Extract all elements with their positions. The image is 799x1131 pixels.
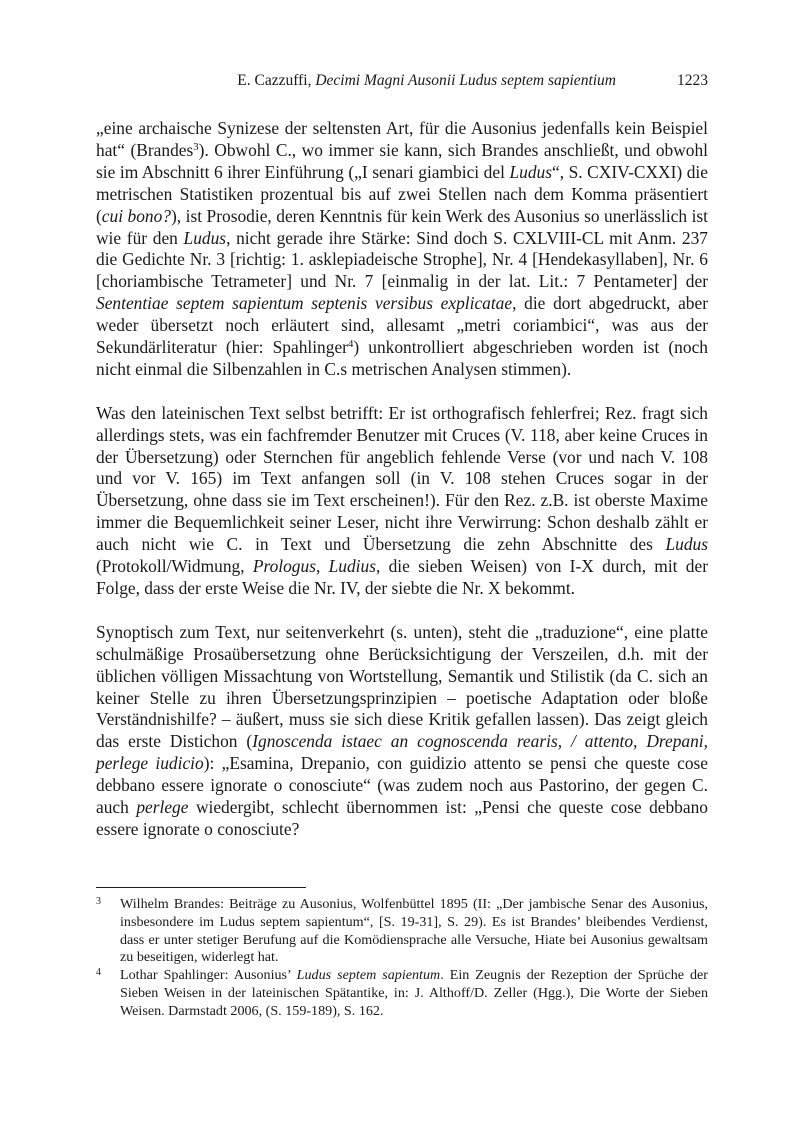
footnote-ref: 4 — [347, 338, 354, 351]
footnote-number: 3 — [96, 896, 101, 907]
italic-run: perlege — [136, 797, 189, 818]
italic-run: Ludus septem sapientum — [296, 967, 441, 984]
footnote-separator — [96, 887, 306, 888]
text-run: Lothar Spahlinger: Ausonius’ — [120, 967, 297, 984]
paragraph — [96, 403, 708, 600]
footnote-4 — [96, 967, 708, 1020]
italic-run: Ludus — [183, 227, 227, 248]
italic-run: Ludius — [328, 556, 376, 577]
text-run: „eine archaische Synizese der seltensten Art, für die Ausonius jedenfalls kein Beispiel hat“ (Brandes — [96, 118, 708, 160]
footnote-3 — [96, 896, 708, 967]
text-run: (Protokoll/Widmung, — [96, 556, 253, 577]
text-run: ), ist Prosodie, deren Kenntnis für kein Werk des Ausonius so unerlässlich ist wie für den — [96, 205, 709, 248]
italic-run: cui bono? — [101, 205, 172, 226]
footnote-text — [120, 896, 708, 965]
italic-run: Ludus — [509, 161, 552, 182]
text-run: Synoptisch zum Text, nur seitenverkehrt (s. unten), steht die „traduzione“, eine platte schulmäßige Prosaübersetzung ohne Berücksichtigung der Verszeilen, d.h. mit der üblichen völligen Missachtung von Wortstellung, Semantik und Stilistik (da C. sich an keiner Stelle zu ihren Übersetzungsprinzipien – poetische Adaptation oder bloße Verständnishilfe? – äußert, muss sie sich diese Kritik gefallen lassen). Das zeigt gleich das erste Distichon ( — [96, 621, 708, 752]
running-title: Decimi Magni Ausonii Ludus septem sapientium — [315, 72, 616, 89]
paragraph — [96, 622, 708, 841]
italic-run: Sententiae septem sapientum septenis versibus explicatae — [96, 293, 513, 314]
running-header — [96, 70, 708, 92]
text-run: , — [315, 556, 329, 577]
text-run: , die dort abgedruckt, aber weder übersetzt noch erläutert sind, allesamt „metri coriambici“, was aus der Sekundärliteratur (hier: Spahlinger — [96, 293, 708, 358]
text-run: ). Obwohl C., wo immer sie kann, sich Brandes anschließt, und obwohl sie im Abschnitt 6 ihrer Einführung („I senari giambici del — [96, 139, 708, 182]
running-title-line — [237, 70, 616, 92]
italic-run: Ignoscenda istaec an cognoscenda rearis, / attento, Drepani, perlege iudicio — [96, 731, 708, 774]
text-run: , nicht gerade ihre Stärke: Sind doch S. CXLVIII-CL mit Anm. 237 die Gedichte Nr. 3 [richtig: 1. asklepiadeische Strophe], Nr. 4 [Hendekasyllaben], Nr. 6 [choriambische Tetrameter] und Nr. 7 [einmalig in der lat. Lit.: 7 Pentameter] der — [96, 227, 708, 292]
footnotes — [96, 896, 708, 1021]
italic-run: Prologus — [252, 556, 316, 577]
text-run: , die sieben Weisen) von I-X durch, mit der Folge, dass der erste Weise die Nr. IV, der siebte die Nr. X bekommt. — [96, 556, 708, 599]
text-run: “, S. CXIV-CXXI) die metrischen Statistiken prozentual bis auf zwei Stellen nach dem Komma präsentiert ( — [96, 161, 708, 226]
running-author: E. Cazzuffi, — [237, 72, 316, 89]
italic-run: Ludus — [665, 534, 708, 555]
page-number: 1223 — [677, 72, 708, 89]
paragraph — [96, 118, 708, 381]
main-text — [96, 118, 708, 841]
footnote-ref: 3 — [193, 140, 199, 153]
text-run: Wilhelm Brandes: Beiträge zu Ausonius, Wolfenbüttel 1895 (II: „Der jambische Senar des Ausonius, insbesondere im Ludus septem sapientum“, [S. 19-31], S. 29). Es ist Brandes’ bleibendes Verdienst, dass er unter stetiger Berufung auf die Komödiensprache alle Versuche, Hiate bei Ausonius gewaltsam zu beseitigen, widerlegt hat. — [120, 896, 708, 966]
footnote-text — [120, 967, 708, 1019]
text-run: ): „Esamina, Drepanio, con guidizio attento se pensi che queste cose debbano essere ignorate o conosciute“ (was zudem noch aus Pastorino, der gegen C. auch — [96, 753, 709, 818]
text-run: . Ein Zeugnis der Rezeption der Sprüche der Sieben Weisen in der lateinischen Spätantike, in: J. Althoff/D. Zeller (Hgg.), Die Worte der Sieben Weisen. Darmstadt 2006, (S. 159-189), S. 162. — [120, 967, 708, 1019]
text-run: wiedergibt, schlecht übernommen ist: „Pensi che queste cose debbano essere ignorate o conosciute? — [96, 797, 708, 839]
text-run: ) unkontrolliert abgeschrieben worden ist (noch nicht einmal die Silbenzahlen in C.s metrischen Analysen stimmen). — [96, 337, 708, 379]
text-run: Was den lateinischen Text selbst betrifft: Er ist orthografisch fehlerfrei; Rez. fragt sich allerdings stets, was ein fachfremder Benutzer mit Cruces (V. 118, aber keine Cruces in der Übersetzung) oder Sternchen für angeblich fehlende Verse (vor und nach V. 108 und vor V. 165) im Text anfangen soll (in V. 108 stehen Cruces sogar in der Übersetzung, ohne dass sie im Text erscheinen!). Für den Rez. z.B. ist oberste Maxime immer die Bequemlichkeit seiner Leser, nicht ihre Verwirrung: Schon deshalb zählt er auch nicht wie C. in Text und Übersetzung die zehn Abschnitte des — [96, 402, 708, 555]
footnote-number: 4 — [96, 967, 101, 979]
